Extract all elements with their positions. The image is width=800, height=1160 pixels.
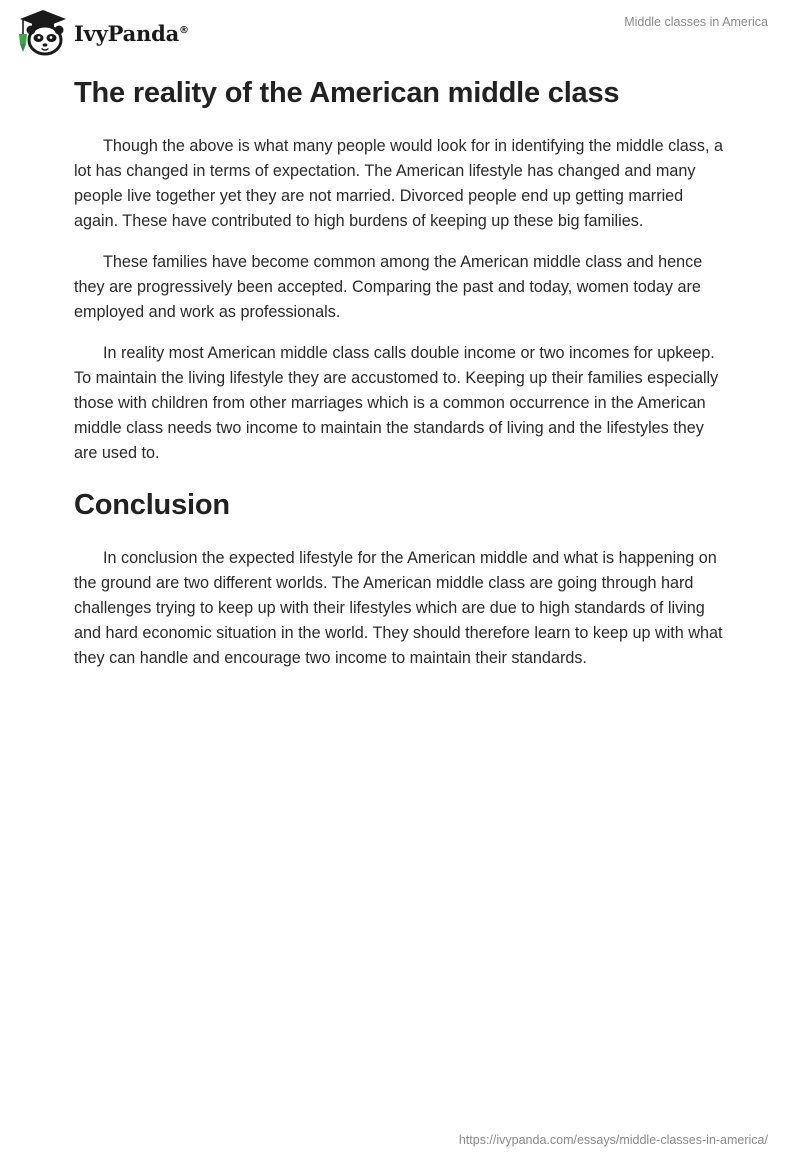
- section-heading-reality: The reality of the American middle class: [74, 77, 620, 109]
- essay-content: [74, 70, 728, 687]
- page-header: [0, 0, 800, 70]
- paragraph: Though the above is what many people would look for in identifying the middle class, a lot has changed in terms of expectation. The American lifestyle has changed and many people live together yet they are not married. Divorced people end up getting married again. These have contributed to high burdens of keeping up these big families.: [74, 136, 723, 230]
- paragraph: In conclusion the expected lifestyle for the American middle and what is happening on the ground are two different worlds. The American middle class are going through hard challenges trying to keep up with their lifestyles which are due to high standards of living and hard economic situation in the world. They should therefore learn to keep up with what they can handle and encourage two income to maintain their standards.: [74, 548, 723, 667]
- document-title: Middle classes in America: [624, 15, 768, 29]
- brand-logo[interactable]: [14, 8, 189, 58]
- brand-name: IvyPanda®: [74, 20, 189, 46]
- section-heading-conclusion: Conclusion: [74, 488, 230, 521]
- footer-source-url[interactable]: https://ivypanda.com/essays/middle-classes-in-america/: [458, 1133, 768, 1147]
- paragraph: In reality most American middle class calls double income or two incomes for upkeep. To maintain the living lifestyle they are accustomed to. Keeping up their families especially those with children from other marriages which is a common occurrence in the American middle class needs two income to maintain the standards of living and the lifestyles they are used to.: [74, 343, 719, 462]
- panda-graduation-cap-icon: [14, 8, 72, 58]
- paragraph: These families have become common among the American middle class and hence they are progressively been accepted. Comparing the past and today, women today are employed and work as professionals.: [74, 252, 703, 321]
